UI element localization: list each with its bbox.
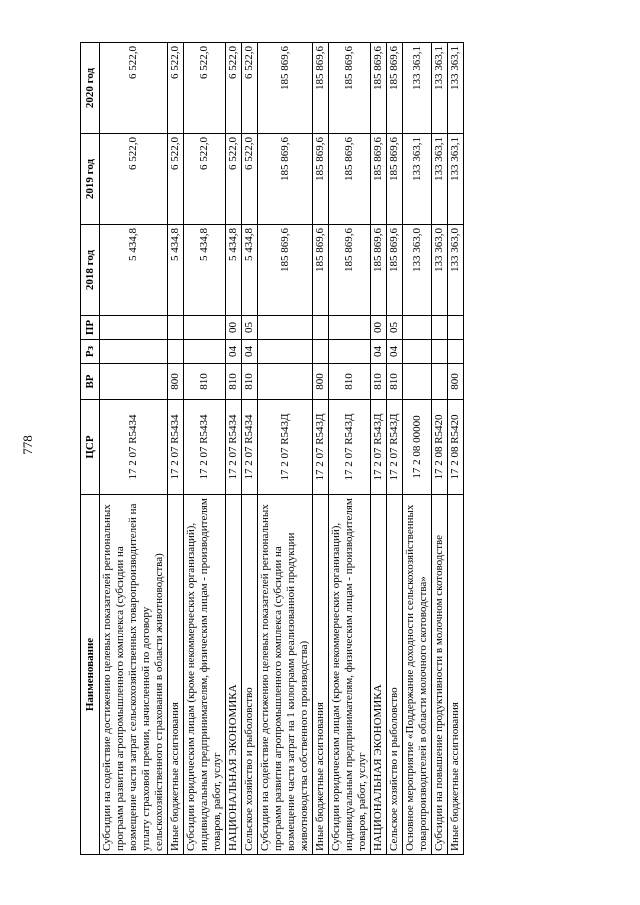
cell-rz — [329, 340, 371, 364]
cell-csr: 17 2 07 R5434 — [168, 400, 184, 495]
cell-csr: 17 2 07 R5434 — [242, 400, 258, 495]
cell-name: Субсидии на содействие достижению целевых показателей региональных программ развития агропромышленного комплекса (субсидии на возмещение части затрат сельскохозяйственных товаропроизводителей на уплату страховой премии, начисленной по договору сельскохозяйственного страхования в области животноводства) — [100, 495, 168, 855]
cell-rz — [432, 340, 448, 364]
cell-vr: 810 — [387, 364, 403, 400]
cell-2018: 133 363,0 — [403, 225, 432, 316]
cell-2020: 185 869,6 — [313, 43, 329, 134]
cell-name: Основное мероприятие «Поддержание доходности сельскохозяйственных товаропроизводителей в области молочного скотоводства» — [403, 495, 432, 855]
cell-pr — [432, 316, 448, 340]
rotated-page — [80, 43, 550, 855]
cell-2018: 5 434,8 — [168, 225, 184, 316]
page-number: 778 — [19, 435, 35, 455]
table-row — [226, 43, 242, 855]
cell-2019: 6 522,0 — [226, 134, 242, 225]
cell-pr — [184, 316, 226, 340]
table-row — [242, 43, 258, 855]
cell-vr — [432, 364, 448, 400]
cell-pr — [313, 316, 329, 340]
cell-csr: 17 2 07 R543Д — [258, 400, 313, 495]
cell-pr — [448, 316, 464, 340]
cell-2019: 133 363,1 — [432, 134, 448, 225]
table-body — [100, 43, 464, 855]
table-row — [258, 43, 313, 855]
cell-2018: 185 869,6 — [329, 225, 371, 316]
table-row — [168, 43, 184, 855]
cell-vr — [100, 364, 168, 400]
cell-csr: 17 2 07 R543Д — [313, 400, 329, 495]
cell-pr: 00 — [371, 316, 387, 340]
cell-name: НАЦИОНАЛЬНАЯ ЭКОНОМИКА — [371, 495, 387, 855]
cell-2020: 185 869,6 — [371, 43, 387, 134]
cell-2019: 6 522,0 — [184, 134, 226, 225]
cell-vr — [403, 364, 432, 400]
cell-name: Субсидии на повышение продуктивности в молочном скотоводстве — [432, 495, 448, 855]
cell-name: Иные бюджетные ассигнования — [168, 495, 184, 855]
cell-2018: 185 869,6 — [258, 225, 313, 316]
cell-2020: 133 363,1 — [403, 43, 432, 134]
cell-2020: 6 522,0 — [242, 43, 258, 134]
cell-name: Иные бюджетные ассигнования — [448, 495, 464, 855]
cell-rz — [168, 340, 184, 364]
cell-rz: 04 — [371, 340, 387, 364]
cell-2019: 6 522,0 — [242, 134, 258, 225]
cell-name: Субсидии на содействие достижению целевых показателей региональных программ развития агропромышленного комплекса (субсидии на возмещение части затрат на 1 килограмм реализованной продукции животноводства собственного производства) — [258, 495, 313, 855]
cell-rz: 04 — [242, 340, 258, 364]
cell-2020: 6 522,0 — [168, 43, 184, 134]
cell-2020: 185 869,6 — [329, 43, 371, 134]
table-row — [448, 43, 464, 855]
cell-2019: 133 363,1 — [403, 134, 432, 225]
cell-2019: 133 363,1 — [448, 134, 464, 225]
cell-2019: 185 869,6 — [387, 134, 403, 225]
cell-2019: 185 869,6 — [313, 134, 329, 225]
cell-2018: 133 363,0 — [432, 225, 448, 316]
cell-vr: 800 — [448, 364, 464, 400]
cell-rz: 04 — [226, 340, 242, 364]
cell-2018: 185 869,6 — [387, 225, 403, 316]
table-row — [387, 43, 403, 855]
header-2018: 2018 год — [81, 225, 100, 316]
table-row — [184, 43, 226, 855]
cell-2019: 6 522,0 — [100, 134, 168, 225]
cell-pr — [100, 316, 168, 340]
cell-csr: 17 2 07 R5434 — [226, 400, 242, 495]
cell-2019: 6 522,0 — [168, 134, 184, 225]
cell-2020: 6 522,0 — [184, 43, 226, 134]
cell-pr — [258, 316, 313, 340]
cell-2019: 185 869,6 — [258, 134, 313, 225]
cell-2020: 6 522,0 — [226, 43, 242, 134]
cell-name: Сельское хозяйство и рыболовство — [242, 495, 258, 855]
cell-rz — [258, 340, 313, 364]
cell-2018: 185 869,6 — [371, 225, 387, 316]
cell-pr: 05 — [387, 316, 403, 340]
header-csr: ЦСР — [81, 400, 100, 495]
cell-csr: 17 2 08 00000 — [403, 400, 432, 495]
cell-vr: 810 — [371, 364, 387, 400]
cell-2020: 6 522,0 — [100, 43, 168, 134]
cell-vr: 810 — [226, 364, 242, 400]
cell-2018: 5 434,8 — [226, 225, 242, 316]
cell-2018: 5 434,8 — [242, 225, 258, 316]
cell-csr: 17 2 07 R543Д — [371, 400, 387, 495]
cell-2020: 133 363,1 — [432, 43, 448, 134]
cell-name: Иные бюджетные ассигнования — [313, 495, 329, 855]
table-row — [432, 43, 448, 855]
cell-vr: 800 — [313, 364, 329, 400]
cell-rz — [448, 340, 464, 364]
cell-2019: 185 869,6 — [371, 134, 387, 225]
table-row — [371, 43, 387, 855]
cell-2020: 133 363,1 — [448, 43, 464, 134]
cell-pr: 00 — [226, 316, 242, 340]
cell-2020: 185 869,6 — [258, 43, 313, 134]
cell-pr — [168, 316, 184, 340]
cell-csr: 17 2 07 R543Д — [387, 400, 403, 495]
cell-pr: 05 — [242, 316, 258, 340]
cell-2018: 185 869,6 — [313, 225, 329, 316]
table-row — [100, 43, 168, 855]
cell-csr: 17 2 08 R5420 — [432, 400, 448, 495]
cell-2018: 133 363,0 — [448, 225, 464, 316]
cell-pr — [329, 316, 371, 340]
cell-rz — [184, 340, 226, 364]
cell-csr: 17 2 07 R5434 — [184, 400, 226, 495]
cell-vr: 800 — [168, 364, 184, 400]
cell-vr: 810 — [184, 364, 226, 400]
cell-csr: 17 2 07 R5434 — [100, 400, 168, 495]
cell-rz — [100, 340, 168, 364]
cell-vr — [258, 364, 313, 400]
cell-vr: 810 — [242, 364, 258, 400]
header-2020: 2020 год — [81, 43, 100, 134]
header-vr: ВР — [81, 364, 100, 400]
cell-2018: 5 434,8 — [100, 225, 168, 316]
budget-table — [80, 42, 464, 855]
cell-name: Субсидии юридическим лицам (кроме некоммерческих организаций), индивидуальным предпринимателям, физическим лицам - производителям товаров, работ, услуг — [329, 495, 371, 855]
cell-csr: 17 2 07 R543Д — [329, 400, 371, 495]
header-pr: ПР — [81, 316, 100, 340]
cell-vr: 810 — [329, 364, 371, 400]
header-name: Наименование — [81, 495, 100, 855]
table-header-row — [81, 43, 100, 855]
cell-2019: 185 869,6 — [329, 134, 371, 225]
table-row — [313, 43, 329, 855]
header-rz: Рз — [81, 340, 100, 364]
cell-rz: 04 — [387, 340, 403, 364]
cell-csr: 17 2 08 R5420 — [448, 400, 464, 495]
cell-2018: 5 434,8 — [184, 225, 226, 316]
table-row — [403, 43, 432, 855]
cell-name: НАЦИОНАЛЬНАЯ ЭКОНОМИКА — [226, 495, 242, 855]
cell-name: Субсидии юридическим лицам (кроме некоммерческих организаций), индивидуальным предпринимателям, физическим лицам - производителям товаров, работ, услуг — [184, 495, 226, 855]
header-2019: 2019 год — [81, 134, 100, 225]
table-row — [329, 43, 371, 855]
cell-rz — [403, 340, 432, 364]
cell-pr — [403, 316, 432, 340]
cell-2020: 185 869,6 — [387, 43, 403, 134]
cell-rz — [313, 340, 329, 364]
cell-name: Сельское хозяйство и рыболовство — [387, 495, 403, 855]
